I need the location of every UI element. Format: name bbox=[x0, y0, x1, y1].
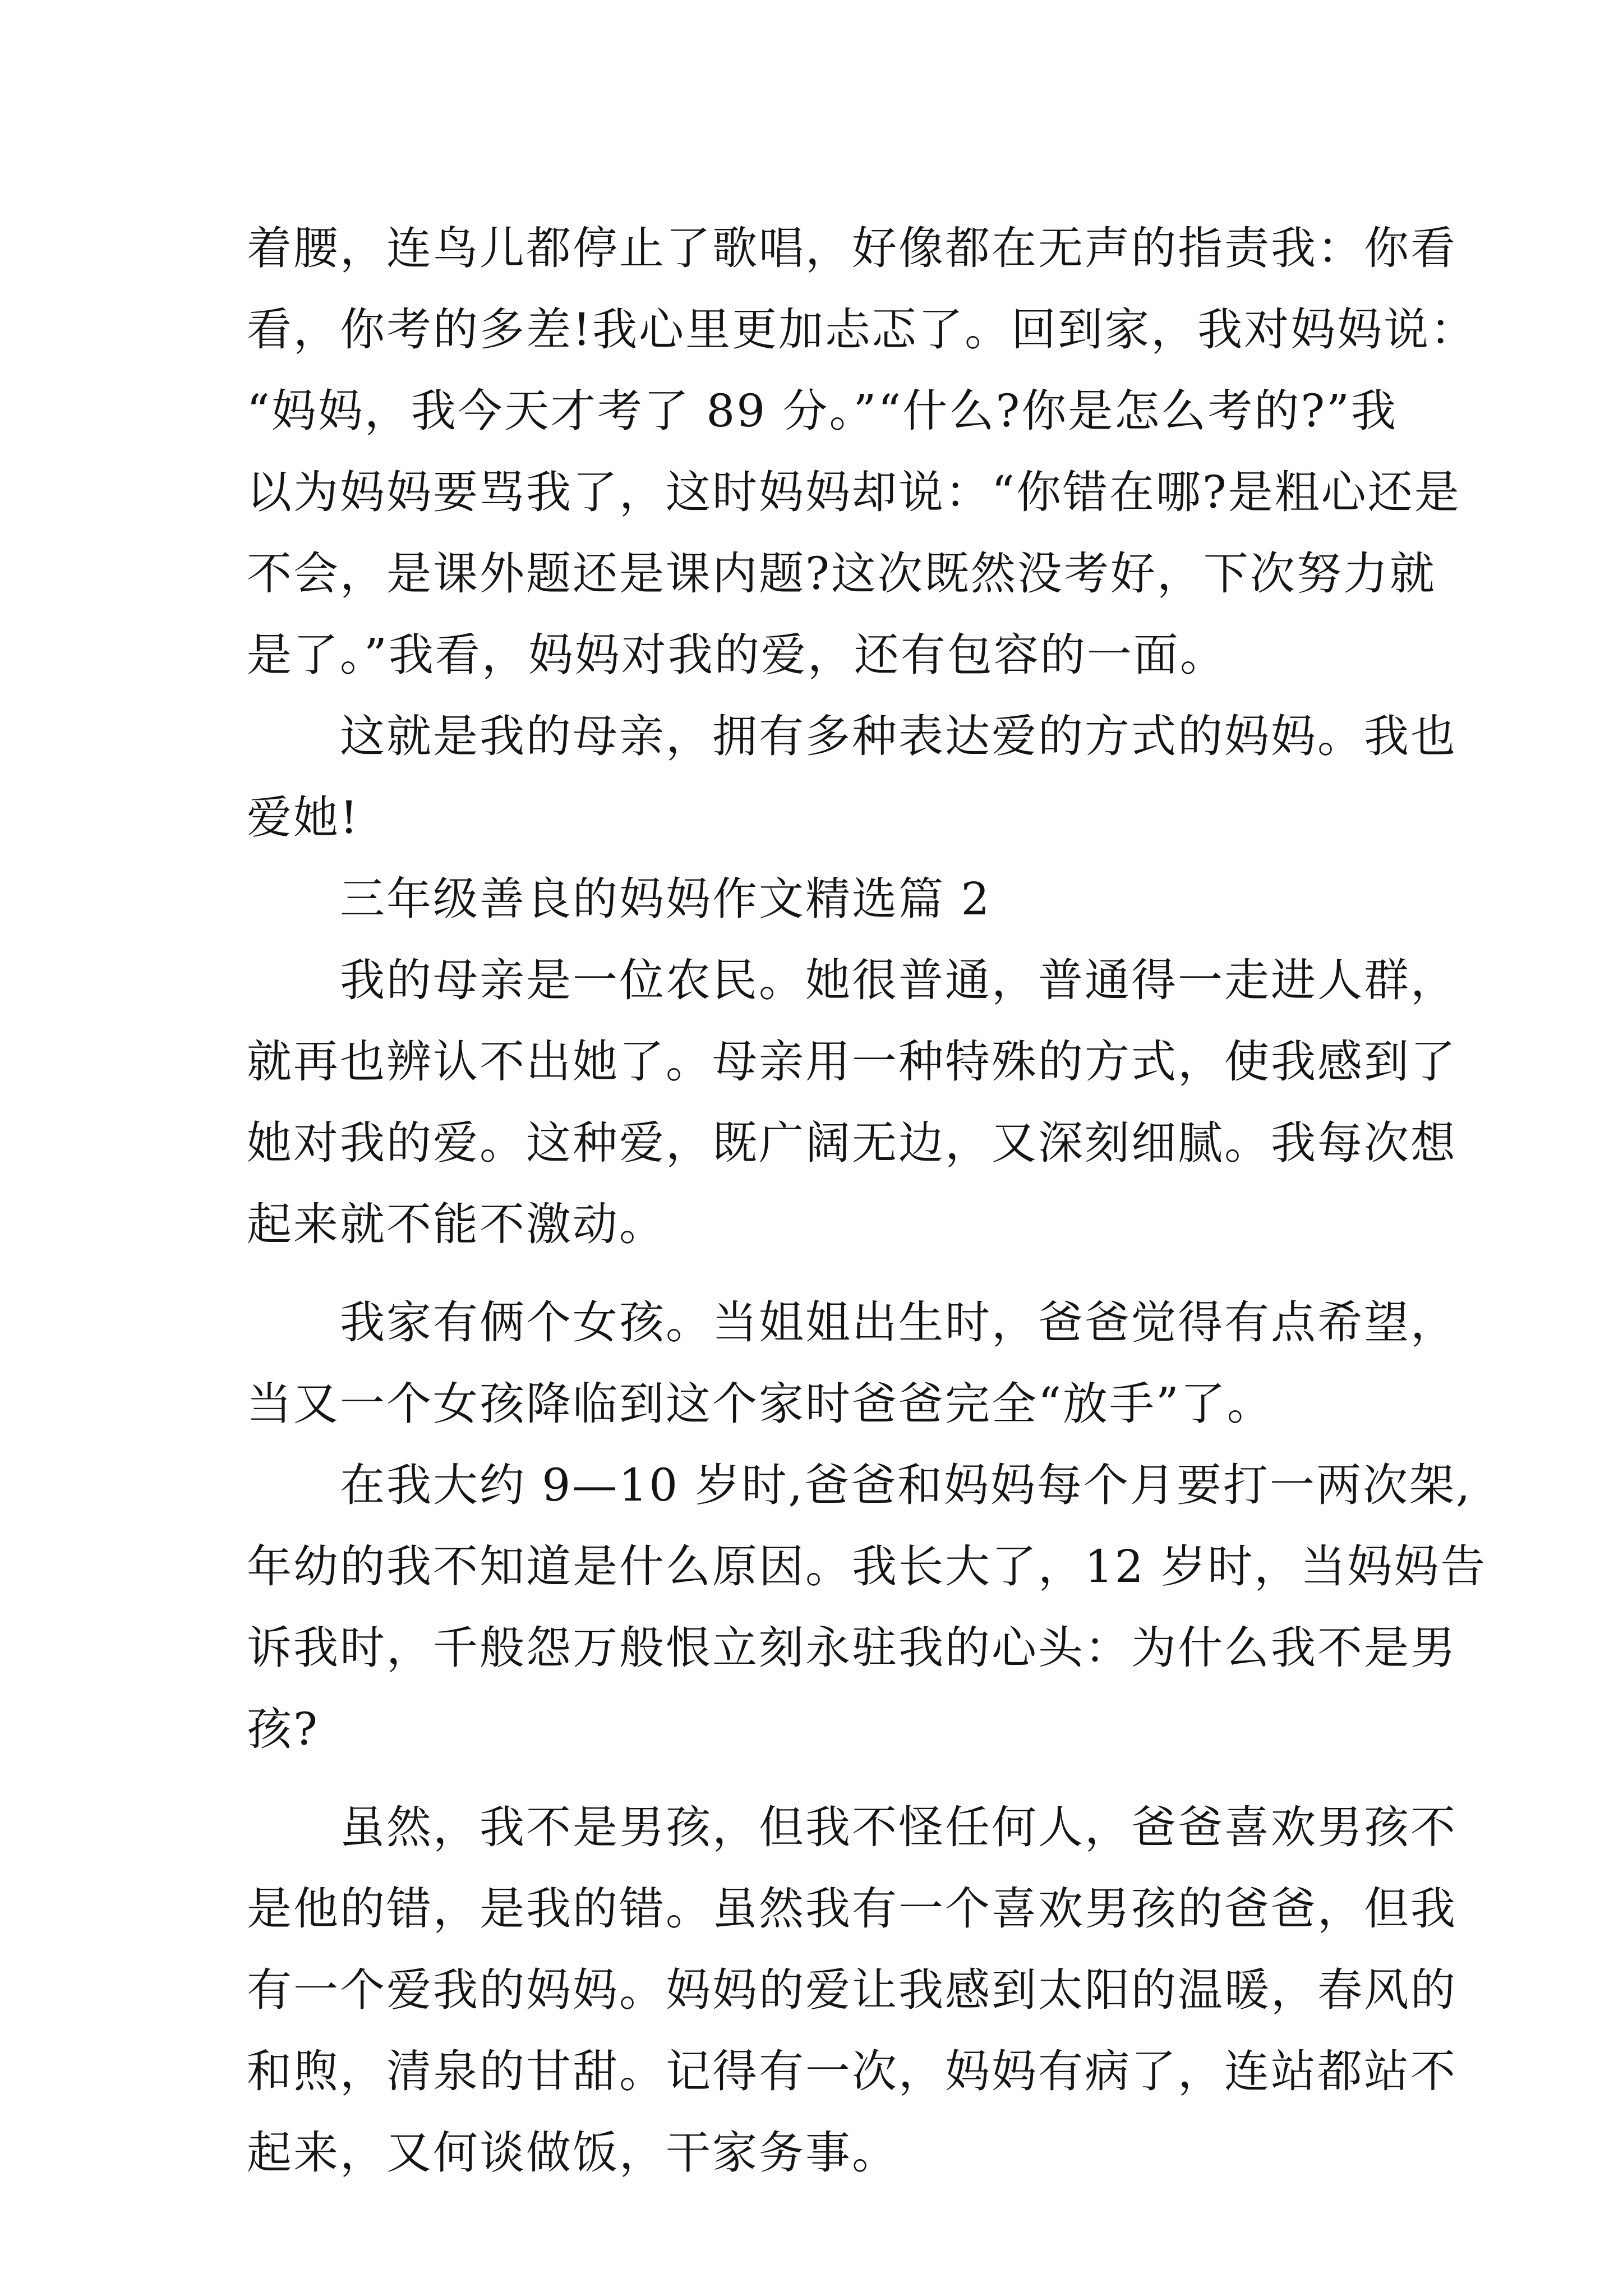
text-line: 这就是我的母亲，拥有多种表达爱的方式的妈妈。我也 bbox=[247, 710, 1457, 762]
paragraph bbox=[247, 1444, 1487, 1770]
text-line: 不会，是课外题还是课内题?这次既然没考好，下次努力就 bbox=[247, 547, 1436, 600]
paragraph-spacer bbox=[247, 1770, 1391, 1787]
text-line: 我的母亲是一位农民。她很普通，普通得一走进人群， bbox=[247, 954, 1457, 1006]
text-line: 是了。”我看，妈妈对我的爱，还有包容的一面。 bbox=[247, 629, 1227, 681]
text-line: 起来就不能不激动。 bbox=[247, 1198, 666, 1250]
paragraph-spacer bbox=[247, 1265, 1391, 1282]
text-line: “妈妈，我今天才考了 89 分。”“什么?你是怎么考的?”我 bbox=[247, 385, 1398, 437]
text-line: 爱她! bbox=[247, 792, 360, 844]
text-line: 是他的错，是我的错。虽然我有一个喜欢男孩的爸爸，但我 bbox=[247, 1883, 1457, 1935]
text-line: 虽然，我不是男孩，但我不怪任何人，爸爸喜欢男孩不 bbox=[247, 1801, 1457, 1853]
text-line: 我家有俩个女孩。当姐姐出生时，爸爸觉得有点希望， bbox=[247, 1296, 1457, 1349]
text-line: 着腰，连鸟儿都停止了歌唱，好像都在无声的指责我：你看 bbox=[247, 222, 1457, 274]
paragraph bbox=[247, 208, 1477, 696]
paragraph bbox=[247, 1282, 1457, 1444]
text-line: 在我大约 9—10 岁时,爸爸和妈妈每个月要打一两次架, bbox=[247, 1459, 1472, 1511]
document-body bbox=[247, 208, 1487, 2193]
text-line: 以为妈妈要骂我了，这时妈妈却说：“你错在哪?是粗心还是 bbox=[247, 466, 1461, 518]
text-line: 有一个爱我的妈妈。妈妈的爱让我感到太阳的温暖，春风的 bbox=[247, 1964, 1457, 2016]
paragraph bbox=[247, 696, 1457, 858]
text-line: 看，你考的多差!我心里更加忐忑了。回到家，我对妈妈说： bbox=[247, 303, 1477, 356]
paragraph bbox=[247, 940, 1457, 1265]
paragraph bbox=[247, 1787, 1457, 2193]
text-line: 她对我的爱。这种爱，既广阔无边，又深刻细腻。我每次想 bbox=[247, 1117, 1457, 1169]
text-line: 孩? bbox=[247, 1703, 319, 1755]
text-line: 诉我时，千般怨万般恨立刻永驻我的心头：为什么我不是男 bbox=[247, 1622, 1457, 1674]
text-line: 起来，又何谈做饭，干家务事。 bbox=[247, 2127, 898, 2179]
section-title: 三年级善良的妈妈作文精选篇 2 bbox=[247, 873, 992, 925]
text-line: 年幼的我不知道是什么原因。我长大了，12 岁时，当妈妈告 bbox=[247, 1540, 1487, 1593]
text-line: 和煦，清泉的甘甜。记得有一次，妈妈有病了，连站都站不 bbox=[247, 2045, 1457, 2097]
text-line: 当又一个女孩降临到这个家时爸爸完全“放手”了。 bbox=[247, 1378, 1274, 1430]
text-line: 就再也辨认不出她了。母亲用一种特殊的方式，使我感到了 bbox=[247, 1036, 1457, 1088]
section-heading bbox=[247, 858, 1391, 940]
